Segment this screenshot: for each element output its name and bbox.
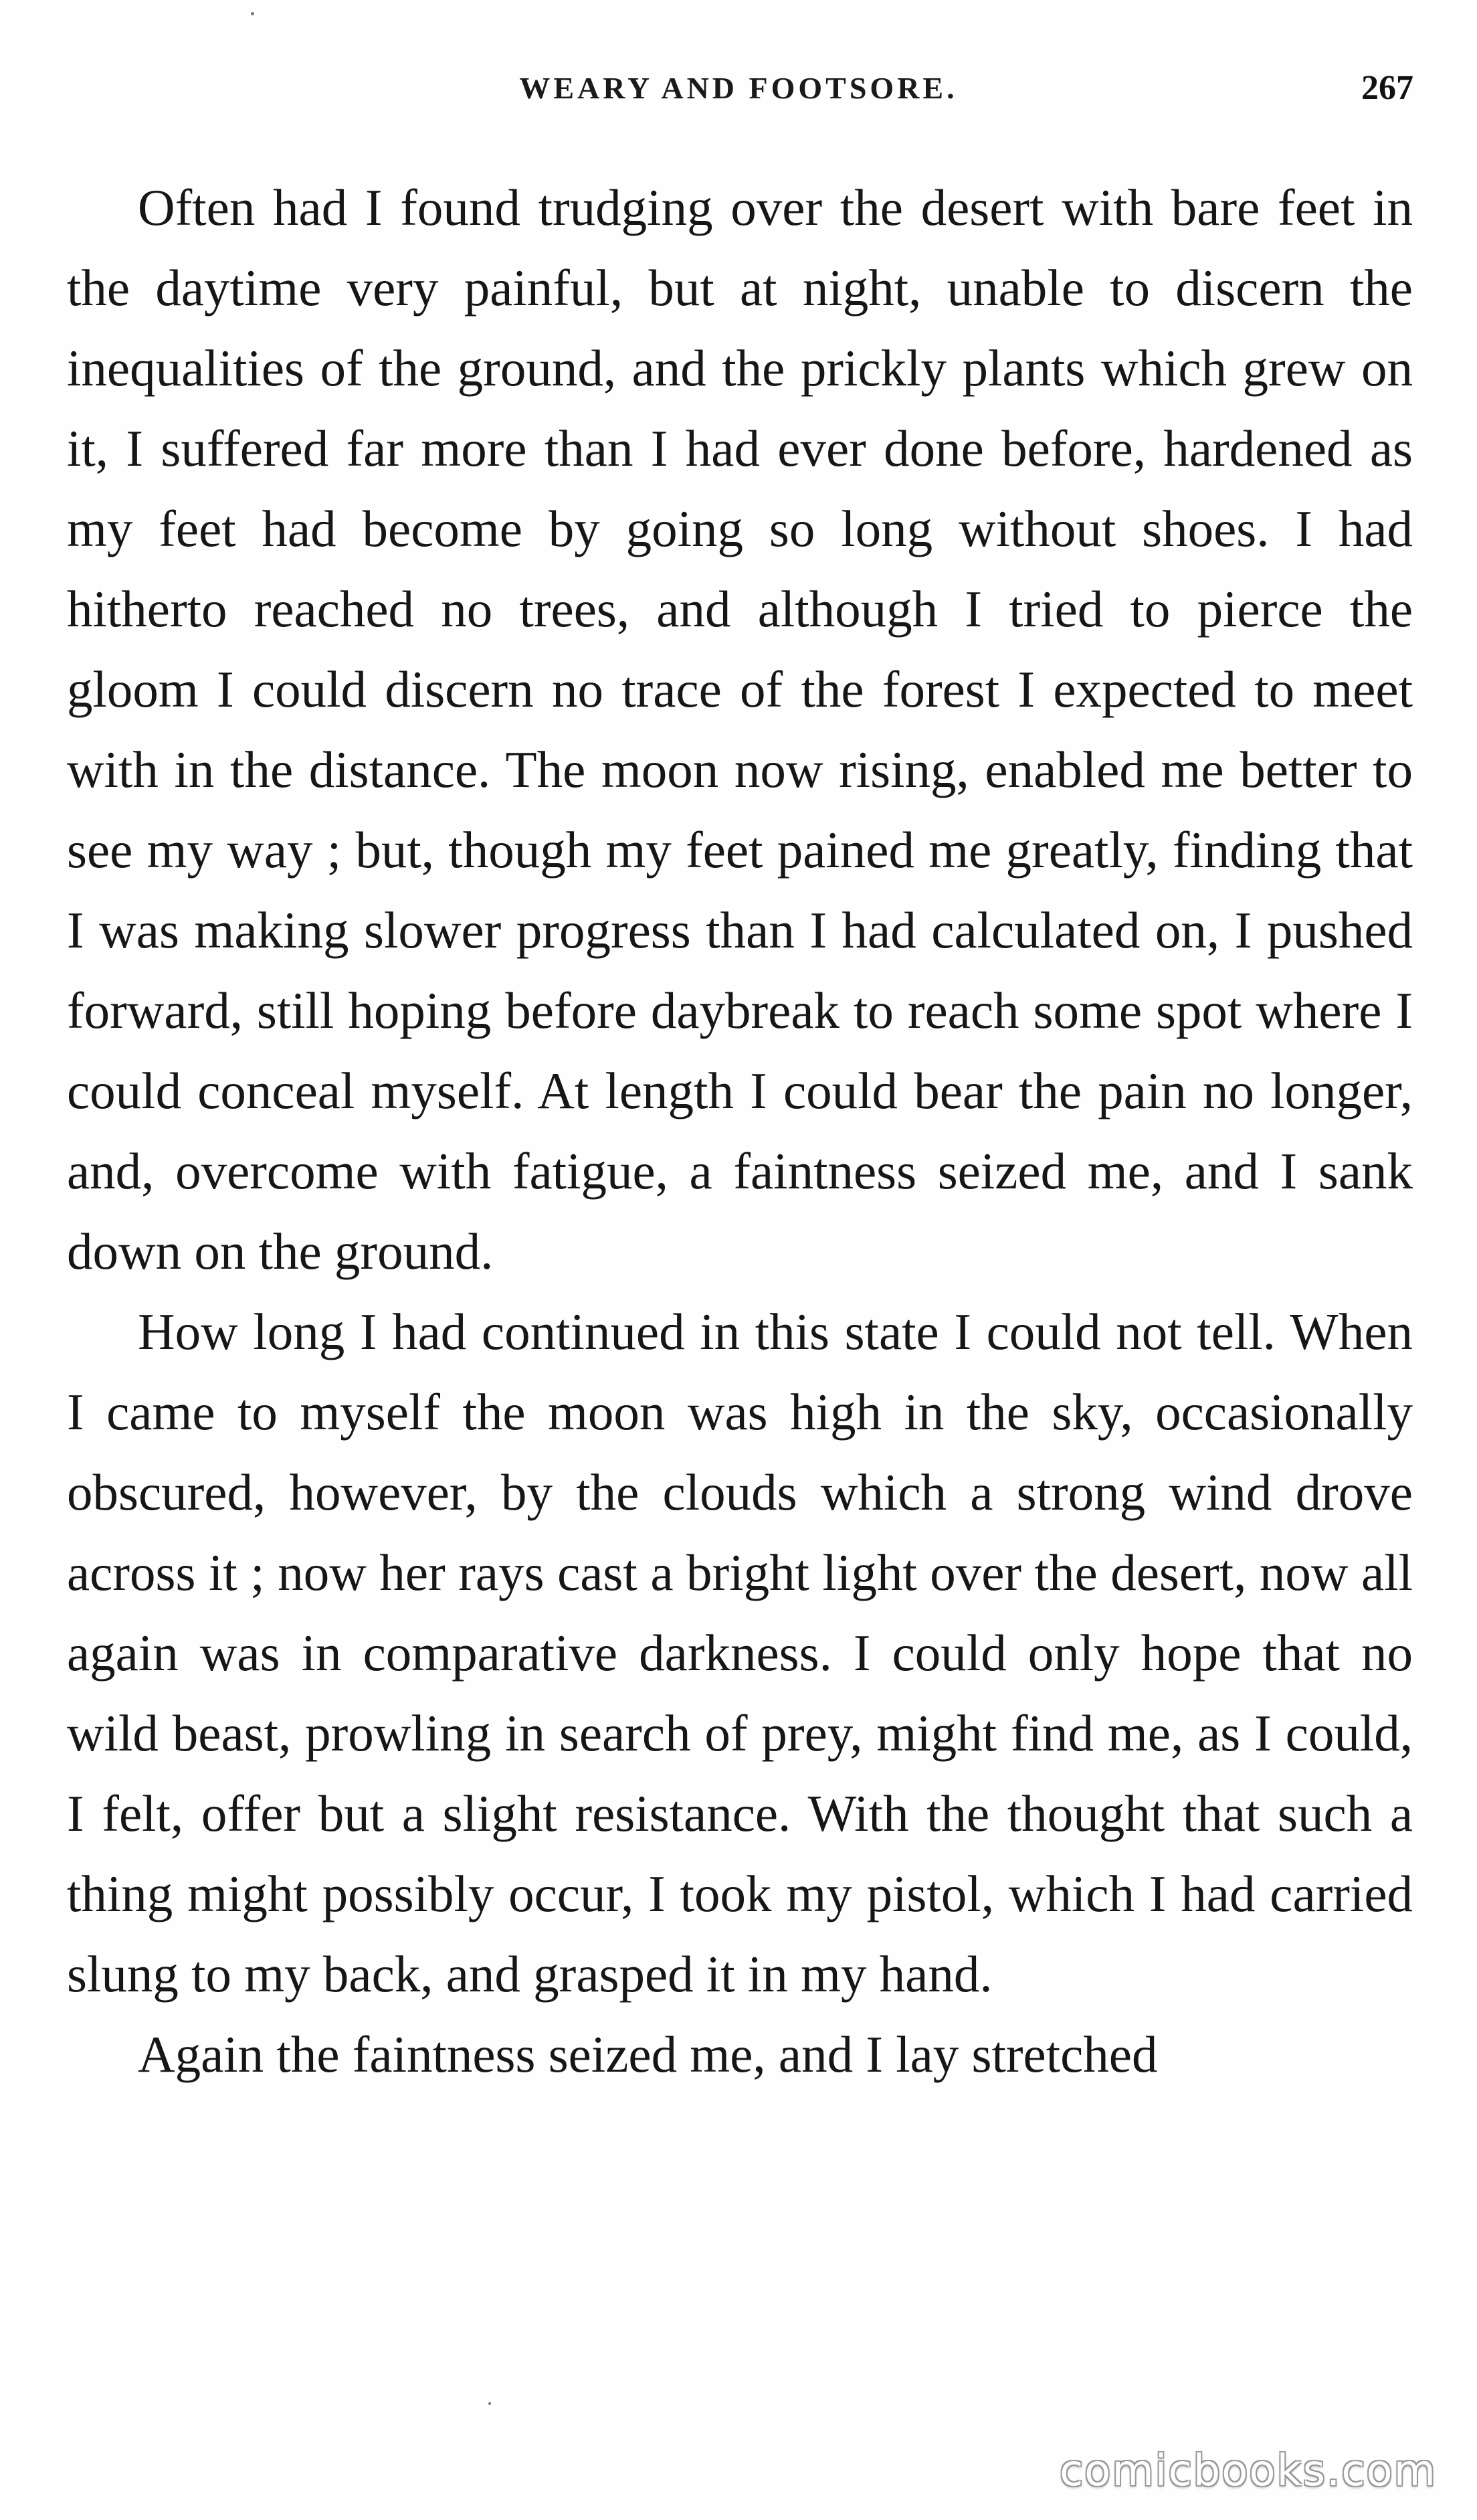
- ink-speck-top: [251, 12, 254, 15]
- body-text: [67, 167, 1413, 2094]
- running-title: WEARY AND FOOTSORE.: [519, 71, 958, 105]
- paragraph-2: How long I had continued in this state I could not tell. When I came to myself the moon was high in the sky, occasionally obscured, however, by the clouds which a strong wind drove across it ; now her rays cast a bright light over the desert, now all again was in comparative darkness. I could only hope that no wild beast, prowling in search of prey, might find me, as I could, I felt, offer but a slight resistance. With the thought that such a thing might possibly occur, I took my pistol, which I had carried slung to my back, and grasped it in my hand.: [67, 1303, 1413, 2003]
- paragraph-1: Often had I found trudging over the desert with bare feet in the daytime very painful, but at night, unable to discern the inequalities of the ground, and the prickly plants which grew on it, I suffered far more than I had ever done before, hardened as my feet had become by going so long without shoes. I had hitherto reached no trees, and although I tried to pierce the gloom I could discern no trace of the forest I expected to meet with in the distance. The moon now rising, enabled me better to see my way ; but, though my feet pained me greatly, finding that I was making slower progress than I had calculated on, I pushed forward, still hoping before daybreak to reach some spot where I could conceal myself. At length I could bear the pain no longer, and, overcome with fatigue, a faintness seized me, and I sank down on the ground.: [67, 179, 1413, 1280]
- ink-speck-bottom: [488, 2402, 491, 2405]
- paragraph-3: Again the faintness seized me, and I lay stretched: [138, 2026, 1158, 2083]
- watermark-logo: comicbooks.com: [1059, 2446, 1437, 2496]
- running-head: [0, 62, 1477, 115]
- page-number: 267: [1361, 69, 1413, 107]
